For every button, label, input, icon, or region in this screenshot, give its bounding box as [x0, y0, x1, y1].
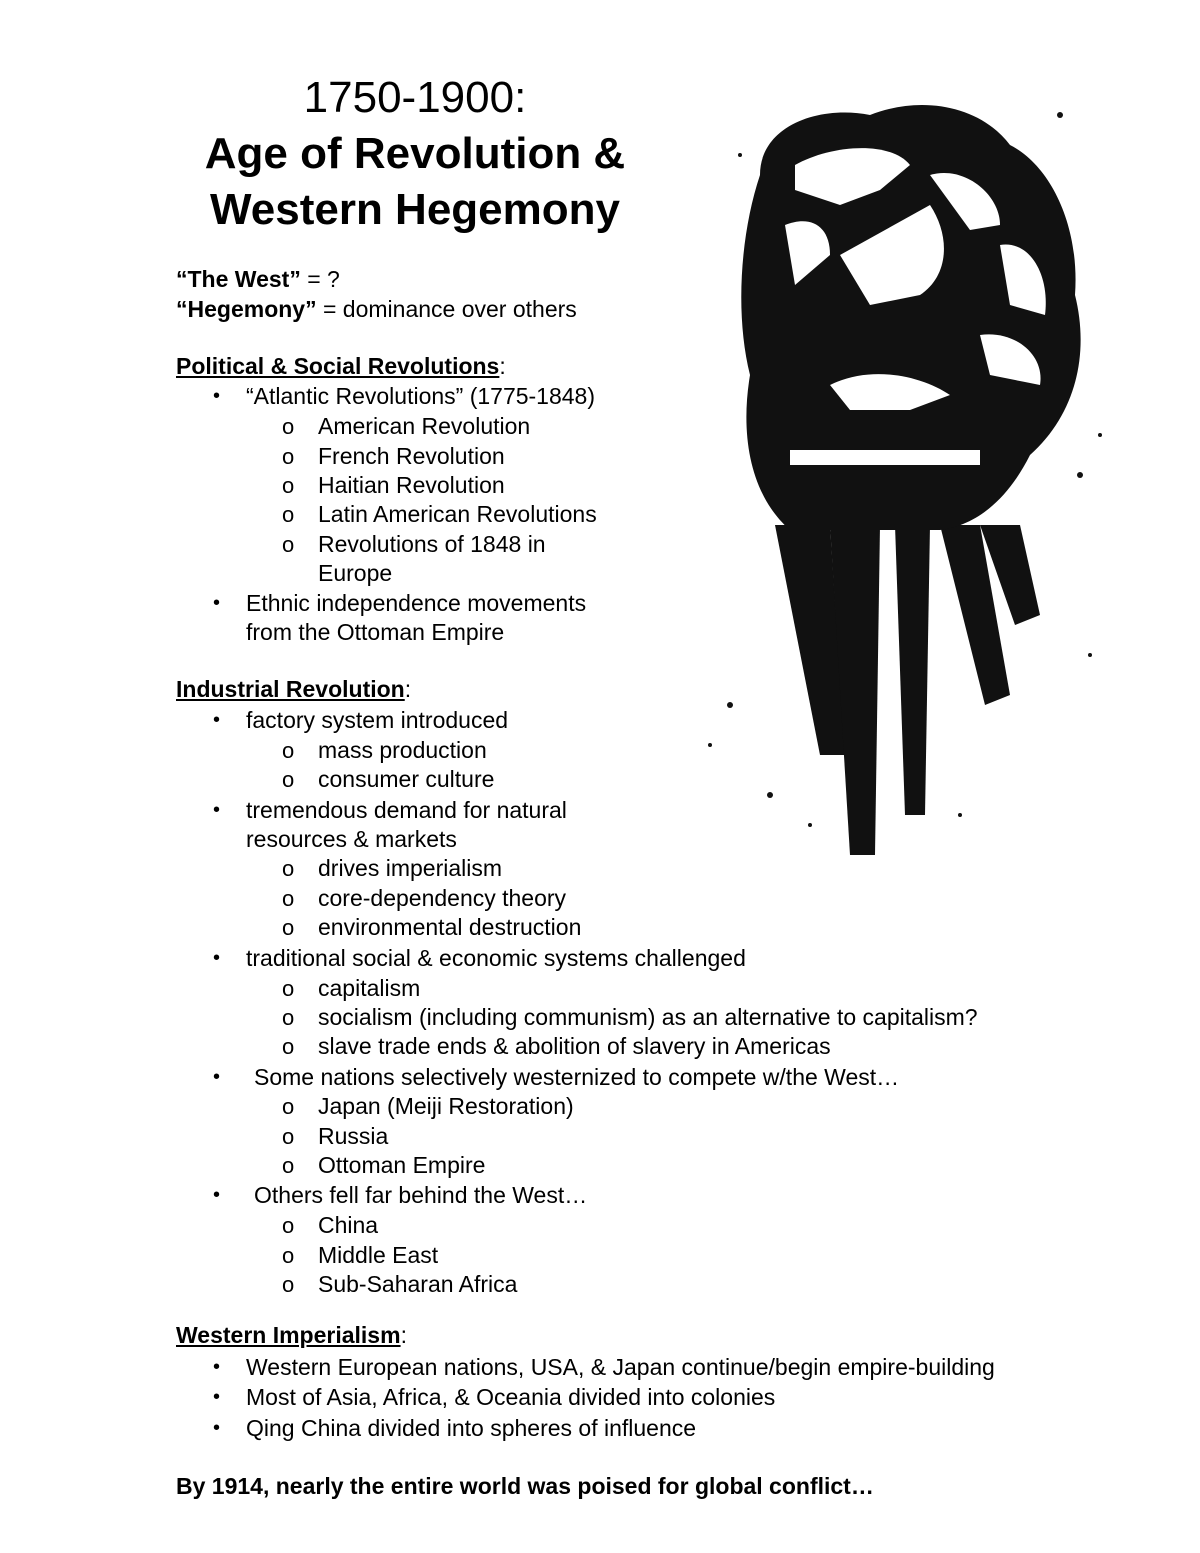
sub-bullet: o [282, 473, 295, 498]
heading-industrial: Industrial Revolution: [176, 676, 412, 702]
list-item: “Atlantic Revolutions” (1775-1848) [246, 383, 596, 409]
sub-bullet: o [282, 1213, 295, 1238]
sub-bullet: o [282, 738, 295, 763]
list-item: Western European nations, USA, & Japan continue/begin empire-building [246, 1354, 995, 1380]
list-item: Others fell far behind the West… [254, 1182, 588, 1208]
list-item: consumer culture [318, 766, 495, 792]
sub-bullet: o [282, 502, 295, 527]
sub-bullet: o [282, 886, 295, 911]
bullet: • [213, 592, 221, 614]
list-item: Sub-Saharan Africa [318, 1271, 518, 1297]
list-item: Ottoman Empire [318, 1152, 486, 1178]
title-years: 1750-1900: [303, 73, 527, 122]
list-item: Russia [318, 1123, 389, 1149]
bullet: • [213, 1066, 221, 1088]
sub-bullet: o [282, 1005, 295, 1030]
sub-bullet: o [282, 1124, 295, 1149]
list-item: Some nations selectively westernized to compete w/the West… [254, 1064, 900, 1090]
list-item: Middle East [318, 1242, 439, 1268]
list-item: core-dependency theory [318, 885, 567, 911]
list-item: mass production [318, 737, 487, 763]
bullet: • [213, 1356, 221, 1378]
sub-bullet: o [282, 856, 295, 881]
raised-fist-icon [680, 55, 1120, 865]
definition-hegemony: “Hegemony” = dominance over others [176, 296, 577, 322]
list-item: Europe [318, 560, 393, 586]
list-item: capitalism [318, 975, 421, 1001]
title-line1: Age of Revolution & [204, 129, 626, 178]
bullet: • [213, 1184, 221, 1206]
sub-bullet: o [282, 1153, 295, 1178]
sub-bullet: o [282, 767, 295, 792]
list-item: traditional social & economic systems challenged [246, 945, 746, 971]
list-item: Japan (Meiji Restoration) [318, 1093, 574, 1119]
sub-bullet: o [282, 1034, 295, 1059]
bullet: • [213, 1386, 221, 1408]
heading-imperialism: Western Imperialism: [176, 1322, 407, 1348]
bullet: • [213, 947, 221, 969]
sub-bullet: o [282, 444, 295, 469]
list-item: American Revolution [318, 413, 531, 439]
heading-political: Political & Social Revolutions: [176, 353, 506, 379]
bullet: • [213, 799, 221, 821]
list-item: factory system introduced [246, 707, 509, 733]
list-item: China [318, 1212, 379, 1238]
sub-bullet: o [282, 915, 295, 940]
sub-bullet: o [282, 976, 295, 1001]
conclusion: By 1914, nearly the entire world was poised for global conflict… [176, 1473, 874, 1499]
bullet: • [213, 709, 221, 731]
sub-bullet: o [282, 1243, 295, 1268]
list-item: Haitian Revolution [318, 472, 505, 498]
list-item: resources & markets [246, 826, 457, 852]
sub-bullet: o [282, 1094, 295, 1119]
bullet: • [213, 385, 221, 407]
list-item: socialism (including communism) as an alternative to capitalism? [318, 1004, 978, 1030]
list-item: Latin American Revolutions [318, 501, 597, 527]
title-line2: Western Hegemony [210, 185, 620, 234]
list-item: slave trade ends & abolition of slavery in Americas [318, 1033, 831, 1059]
sub-bullet: o [282, 1272, 295, 1297]
bullet: • [213, 1417, 221, 1439]
list-item: drives imperialism [318, 855, 503, 881]
list-item: environmental destruction [318, 914, 582, 940]
list-item: Qing China divided into spheres of influence [246, 1415, 697, 1441]
list-item: from the Ottoman Empire [246, 619, 505, 645]
list-item: tremendous demand for natural [246, 797, 567, 823]
list-item: French Revolution [318, 443, 505, 469]
sub-bullet: o [282, 414, 295, 439]
definition-west: “The West” = ? [176, 266, 340, 292]
list-item: Most of Asia, Africa, & Oceania divided into colonies [246, 1384, 776, 1410]
page-title [150, 70, 680, 238]
sub-bullet: o [282, 532, 295, 557]
list-item: Ethnic independence movements [246, 590, 587, 616]
list-item: Revolutions of 1848 in [318, 531, 546, 557]
